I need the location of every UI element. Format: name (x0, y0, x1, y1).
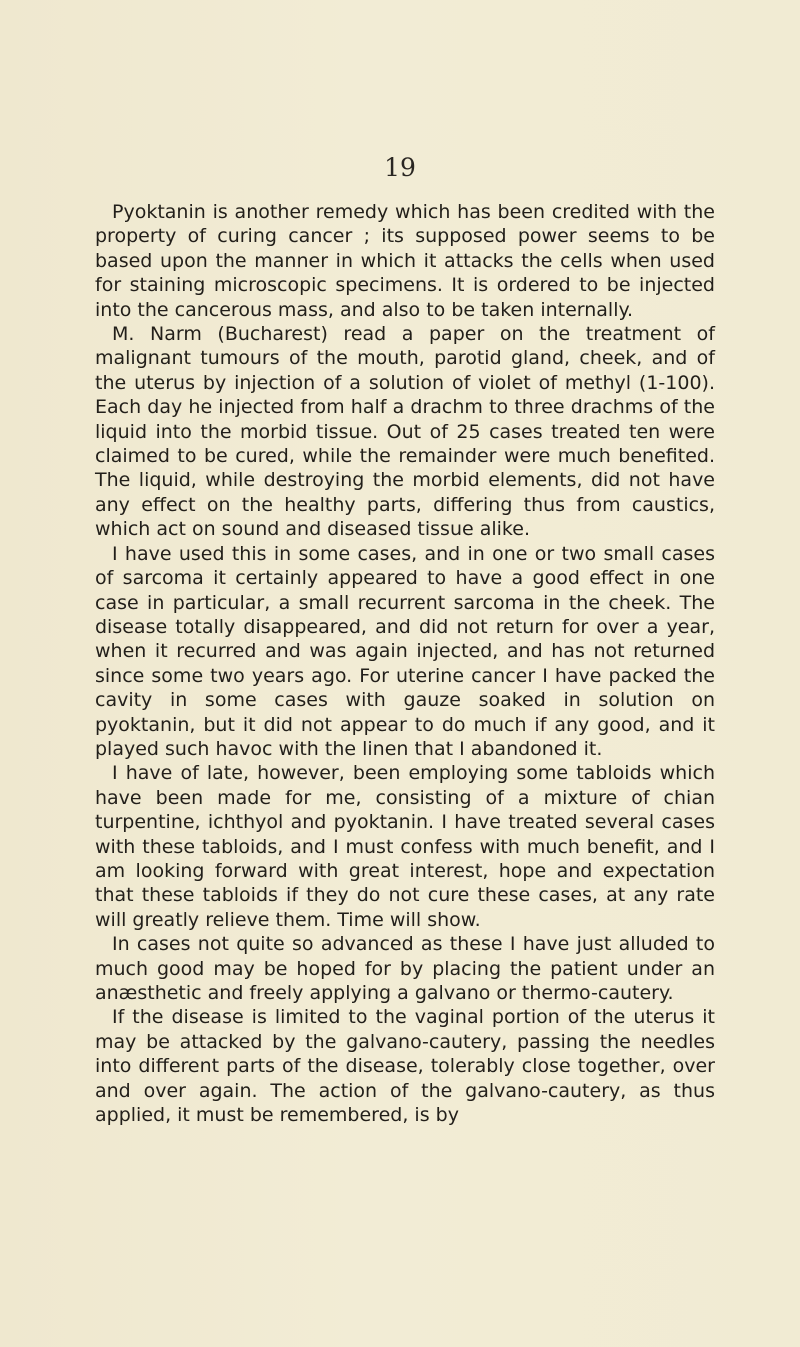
body-text (95, 200, 715, 1127)
paragraph: If the disease is limited to the vaginal portion of the uterus it may be attacked by the galvano-cautery, passing the needles into different parts of the disease, tolerably close together, over and over again. The action of the galvano-cautery, as thus applied, it must be remembered, is by (95, 1006, 715, 1127)
paragraph: M. Narm (Bucharest) read a paper on the treatment of malignant tumours of the mouth, parotid gland, cheek, and of the uterus by injection of a solution of violet of methyl (1-100). Each day he injected from half a drachm to three drachms of the liquid into the morbid tissue. Out of 25 cases treated ten were claimed to be cured, while the remainder were much benefited. The liquid, while destroying the morbid elements, did not have any effect on the healthy parts, differing thus from caustics, which act on sound and diseased tissue alike. (95, 323, 715, 541)
paragraph: I have of late, however, been employing some tabloids which have been made for me, consisting of a mixture of chian turpentine, ichthyol and pyoktanin. I have treated several cases with these tabloids, and I must confess with much benefit, and I am looking forward with great interest, hope and expectation that these tabloids if they do not cure these cases, at any rate will greatly relieve them. Time will show. (95, 762, 715, 931)
paragraph: I have used this in some cases, and in one or two small cases of sarcoma it certainly appeared to have a good effect in one case in particular, a small recurrent sarcoma in the cheek. The disease totally disappeared, and did not return for over a year, when it recurred and was again injected, and has not returned since some two years ago. For uterine cancer I have packed the cavity in some cases with gauze soaked in solution on pyoktanin, but it did not appear to do much if any good, and it played such havoc with the linen that I abandoned it. (95, 542, 715, 760)
paragraph: In cases not quite so advanced as these I have just alluded to much good may be hoped for by placing the patient under an anæsthetic and freely applying a galvano or thermo-cautery. (95, 933, 715, 1004)
page-number: 19 (384, 153, 416, 182)
paragraph: Pyoktanin is another remedy which has been credited with the property of curing cancer ; its supposed power seems to be based upon the manner in which it attacks the cells when used for staining microscopic specimens. It is ordered to be injected into the cancerous mass, and also to be taken internally. (95, 201, 715, 321)
